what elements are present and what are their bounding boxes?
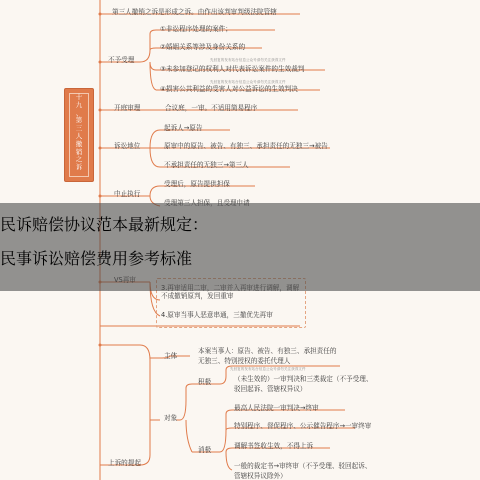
- positive-text: （未生效的）一审判决和三类裁定（不予受理、: [234, 375, 373, 383]
- object-label: 对象: [164, 414, 178, 422]
- title-char: 、: [75, 108, 83, 117]
- watermark-text: 先回复的发布站台信息公众号请勿关注获得文件: [210, 80, 286, 84]
- banner-title-line2: 民事诉讼赔偿费用参考标准: [0, 249, 193, 268]
- negative-item: 特别程序、督促程序、公示催告程序→一审终审: [234, 422, 372, 430]
- subject-text: 无独三、特别授权的委托代理人: [198, 357, 291, 365]
- subject-label: 主体: [164, 352, 178, 360]
- status-label: 诉讼地位: [114, 142, 141, 150]
- title-char: 九: [75, 100, 83, 109]
- negative-last: 一般的裁定书→审终审（不予受理、驳回起诉、: [234, 462, 372, 470]
- title-char: 之: [75, 155, 83, 164]
- not-accept-label: 不予受理: [108, 56, 135, 64]
- status-item: 不承担责任的无独三→第三人: [164, 161, 249, 169]
- title-char: 十: [75, 93, 83, 101]
- title-char: 第: [75, 116, 83, 125]
- suspend-label: 中止执行: [114, 190, 141, 198]
- vs-item: 不成撤销原判，发回重审: [161, 292, 234, 301]
- status-item: 原审中的原告、被告、有独三、承担责任的无独三→被告: [164, 142, 328, 150]
- watermark-text: 先回复的发布站台信息公众号请勿关注获得文件: [210, 58, 286, 62]
- negative-item: 调解书签收生效，不得上诉: [234, 442, 314, 450]
- section-title-card: [64, 88, 94, 182]
- suspend-item: 受理后，原告提供担保: [164, 180, 230, 188]
- title-char: 撤: [75, 139, 83, 148]
- positive-label: 积极: [198, 378, 212, 386]
- banner-title-line1: 民诉赔偿协议范本最新规定：: [0, 215, 209, 234]
- not-accept-item: ③未参加登记的权利人对代表诉讼案件的生效裁判: [160, 65, 305, 73]
- negative-label: 消极: [198, 446, 212, 454]
- positive-text: 驳回起诉、管辖权异议）: [234, 385, 307, 393]
- trial-label: 开庭审理: [114, 104, 141, 112]
- negative-item: 最高人民法院一审判决→终审: [234, 404, 319, 412]
- subject-text: 本案当事人：原告、被告、有独三、承担责任的: [198, 347, 337, 355]
- title-char: 人: [75, 131, 83, 140]
- revocation-text: 第三人撤销之诉是形成之诉。由作出该判审判级法院管辖: [112, 8, 277, 16]
- not-accept-item: ①非讼程序处理的案件；: [160, 25, 232, 33]
- not-accept-item: ④损害公共利益的受害人对公益诉讼的生效判决: [160, 85, 298, 93]
- trial-text: 合议庭，一审。不适用简易程序: [165, 104, 258, 112]
- title-char: 销: [75, 147, 83, 156]
- vs-item: 4.原审当事人恶意串通，三撤优先再审: [161, 311, 273, 319]
- appeal-label: 上诉的提起: [108, 459, 141, 467]
- title-char: 三: [75, 124, 83, 133]
- watermark-text: 先回复的发布站台信息公众号请勿关注获得文件: [230, 367, 306, 371]
- negative-last: 管辖权异议除外）: [234, 472, 287, 480]
- not-accept-item: ②婚姻关系等涉及身份关系的: [160, 43, 246, 51]
- status-item: 起诉人→原告: [164, 124, 203, 132]
- title-char: 诉: [75, 163, 83, 172]
